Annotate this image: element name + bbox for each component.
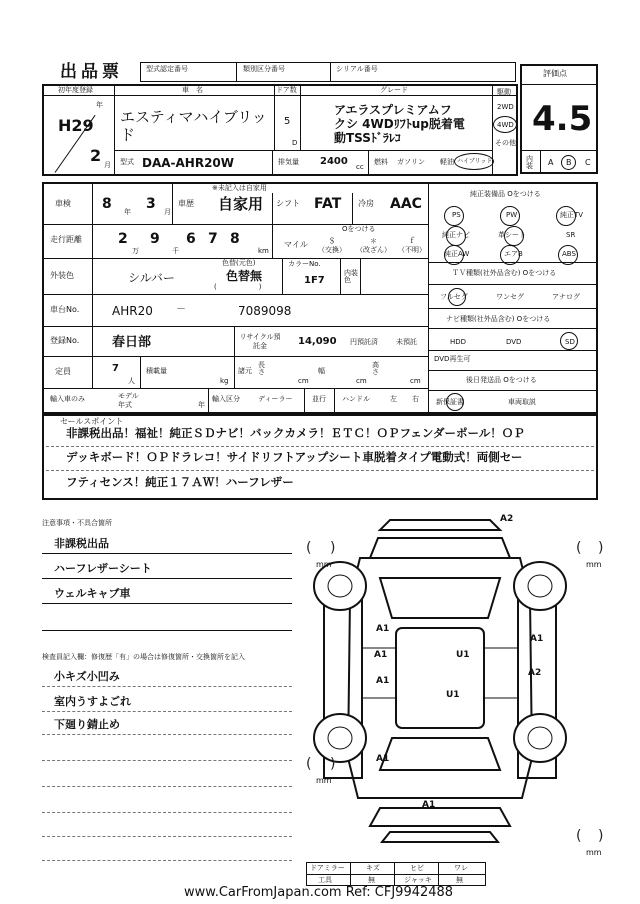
door-count: 5	[284, 116, 291, 127]
fuel-label: 燃料	[374, 158, 388, 166]
month-unit: 月	[104, 161, 111, 169]
navi-hdd: HDD	[450, 338, 467, 346]
mileage-digit-5: 8	[230, 231, 240, 247]
note-item-1: 非課税出品	[54, 537, 109, 550]
mile-label: マイル	[284, 240, 308, 249]
first-reg-era: H29	[58, 116, 94, 135]
mileage-sen: 千	[172, 247, 179, 255]
tv-title: ＴＶ種類(社外品含む) Oをつける	[452, 269, 557, 277]
legend-scratch: キズ	[366, 864, 380, 872]
equip-navi-circle	[446, 226, 466, 246]
equip-airbag-circle	[500, 245, 520, 265]
damage-label-left-a1-3: A1	[376, 676, 390, 686]
height-cm: cm	[410, 377, 421, 385]
mileage-circle-hint: Oをつける	[342, 225, 376, 233]
tire-bracket-fr-open: (	[576, 540, 582, 556]
capacity-label: 定員	[55, 367, 71, 376]
tv-fullseg: フルセグ	[440, 293, 468, 301]
equip-tv-circle	[556, 206, 576, 226]
capacity-unit: 人	[128, 377, 135, 385]
equip-pw-circle	[500, 206, 520, 226]
first-reg-month: 2	[90, 146, 102, 165]
after-manual: 車両取説	[508, 398, 536, 406]
navi-sd-circle	[560, 332, 578, 350]
chassis-prefix: AHR20	[112, 304, 153, 318]
tire-bracket-fr-close: )	[598, 540, 604, 556]
document-title: 出品票	[60, 62, 123, 82]
shift-value: FAT	[314, 196, 342, 212]
history-note: ※未記入は自家用	[212, 184, 267, 192]
cc-unit: cc	[356, 163, 364, 171]
equip-navi: 純正ナビ	[442, 231, 470, 239]
legend-mirror: ドアミラー	[310, 864, 345, 872]
chassis-label: 車台No.	[50, 305, 80, 314]
inspector-item-1: 小キズ小凹み	[54, 670, 120, 683]
tire-bracket-rl-open: (	[306, 756, 312, 772]
car-damage-diagram	[300, 508, 600, 858]
damage-label-right-a2: A2	[528, 668, 542, 678]
color-value: シルバー	[128, 271, 175, 285]
grade-label: 評価点	[543, 69, 567, 78]
inspector-item-3: 下廻り錆止め	[54, 718, 120, 731]
length-label: 長さ	[258, 361, 265, 376]
recycle-label: リサイクル預託金	[239, 333, 281, 350]
tire-mm-rl: mm	[316, 776, 332, 785]
serial-label: シリアル番号	[336, 65, 378, 73]
inspector-label: 検査員記入欄：修復歴「有」の場合は修復箇所・交換箇所を記入	[42, 653, 245, 661]
inspection-nen: 年	[124, 208, 131, 216]
inspector-item-2: 室内うすよごれ	[54, 695, 131, 708]
interior-a: A	[548, 158, 554, 167]
tv-analog: アナログ	[552, 293, 580, 301]
grade-line-2: クシ 4WDﾘﾌﾄup脱着電	[334, 117, 465, 131]
tire-bracket-fl-open: (	[306, 540, 312, 556]
interior-label: 内装	[526, 155, 533, 170]
tire-mm-rr: mm	[586, 848, 602, 857]
interior-b-circle	[561, 155, 576, 170]
year-label: 初年度登録	[58, 86, 93, 94]
height-label: 高さ	[372, 361, 379, 376]
handle-right: 右	[412, 395, 419, 403]
damage-label-left-a1-1: A1	[376, 624, 390, 634]
tire-bracket-rl-close: )	[330, 756, 336, 772]
reg-label: 登録No.	[50, 336, 80, 345]
tire-bracket-rr-open: (	[576, 828, 582, 844]
legend-crack: ヒビ	[410, 864, 424, 872]
mile-option-unknown: ｆ （不明）	[398, 237, 426, 254]
import-type-label: 輸入区分	[212, 395, 240, 403]
equip-abs-circle	[558, 245, 578, 265]
damage-label-right-a1: A1	[530, 634, 544, 644]
damage-label-left-a1-2: A1	[374, 650, 388, 660]
colorno-label: カラーNo.	[288, 260, 321, 268]
drive-2wd: 2WD	[497, 103, 514, 111]
header-info-table	[140, 62, 516, 82]
mile-option-exchange: ＄ （交換）	[318, 237, 346, 254]
import-nen: 年	[198, 401, 205, 409]
katashiki-label: 型式	[120, 158, 134, 166]
handle-left: 左	[390, 395, 397, 403]
ac-label: 冷房	[358, 199, 374, 208]
length-cm: cm	[298, 377, 309, 385]
color-change: 色替無	[226, 269, 263, 283]
damage-label-rear-a1-1: A1	[376, 754, 390, 764]
history-label: 車歴	[178, 199, 194, 208]
drive-4wd-circle	[493, 116, 517, 133]
legend-tools-value: 無	[368, 876, 375, 884]
equip-airbag: エアB	[504, 250, 523, 258]
inspection-tsuki: 月	[164, 208, 171, 216]
tire-bracket-fl-close: )	[330, 540, 336, 556]
selling-line-2: デッキボード！ＯＰドラレコ！サイドリフトアップシート車脱着タイプ電動式！両側セー	[66, 450, 523, 464]
legend-jack-label: ジャッキ	[404, 876, 432, 884]
damage-label-roof-u1-2: U1	[446, 690, 460, 700]
equip-tv: 純正TV	[560, 211, 584, 219]
footer-watermark: www.CarFromJapan.com Ref: CFJ9942488	[184, 885, 454, 900]
navi-title: ナビ種類(社外品含む) Oをつける	[446, 315, 551, 323]
mileage-digit-3: 6	[186, 231, 196, 247]
equip-leather: 革シート	[498, 231, 526, 239]
mileage-digit-1: 2	[118, 231, 128, 247]
color-no: 1F7	[304, 275, 325, 286]
interior-b: B	[566, 158, 572, 167]
after-warranty: 新保証書	[436, 398, 464, 406]
tv-fullseg-circle	[448, 288, 466, 306]
recycle-value: 14,090	[298, 336, 337, 347]
fuel-hybrid: ハイブリッド	[457, 158, 493, 165]
inspection-label: 車検	[55, 199, 71, 208]
chassis-number: 7089098	[238, 304, 292, 318]
equip-pw: PW	[506, 211, 518, 219]
grade-value: 4.5	[532, 99, 593, 139]
after-title: 後日発送品 Oをつける	[466, 376, 537, 384]
model-cert-label: 型式認定番号	[146, 65, 188, 73]
selling-line-1: 非課税出品！福祉！純正ＳＤナビ！バックカメラ！ＥＴＣ！ＯＰフェンダーポール！ＯＰ	[66, 426, 525, 440]
selling-line-3: フティセンス！純正１７ＡＷ！ハーフレザー	[66, 475, 294, 489]
grade-line-3: 動TSSﾄﾞﾗﾚｺ	[334, 131, 401, 145]
interior-color-label: 内装色	[344, 269, 358, 284]
notes-label: 注意事項・不具合箇所	[42, 519, 112, 527]
load-kg: kg	[220, 377, 229, 385]
year-unit: 年	[96, 101, 103, 109]
mileage-digit-2: 9	[150, 231, 160, 247]
mileage-digit-4: 7	[208, 231, 218, 247]
navi-sd: SD	[565, 338, 575, 346]
drive-other: その他	[495, 139, 516, 147]
doors-label: ドア数	[276, 86, 297, 94]
import-parallel: 並行	[312, 395, 326, 403]
legend-jack-value: 無	[456, 876, 463, 884]
displacement-label: 排気量	[278, 158, 299, 166]
mileage-km: km	[258, 247, 269, 255]
navi-dvd: DVD	[506, 338, 522, 346]
tv-oneseg: ワンセグ	[496, 293, 524, 301]
equip-aw: 純正AW	[444, 250, 470, 258]
fuel-gasoline: ガソリン	[397, 158, 425, 166]
inspection-year: 8	[102, 196, 112, 212]
katashiki: DAA-AHR20W	[142, 156, 235, 170]
fuel-diesel: 軽油	[440, 158, 454, 166]
recycle-unpaid: 未預託	[396, 338, 417, 346]
drive-4wd: 4WD	[497, 121, 514, 129]
category-label: 類別区分番号	[243, 65, 285, 73]
mileage-man: 万	[132, 247, 139, 255]
shift-label: シフト	[276, 199, 300, 208]
car-name: エスティマハイブリッド	[120, 108, 267, 144]
color-orig-label: 色替(元色)	[222, 259, 256, 267]
drive-label: 駆動	[497, 88, 511, 96]
fuel-hybrid-circle	[454, 153, 494, 170]
grade-line-1: アエラスプレミアムフ	[334, 103, 452, 117]
carname-label: 車 名	[182, 86, 203, 94]
after-warranty-circle	[446, 393, 464, 411]
equip-sr: SR	[566, 231, 576, 239]
damage-label-roof-u1-1: U1	[456, 650, 470, 660]
mile-option-tampered: ＊ （改ざん）	[356, 237, 391, 254]
equip-aw-circle	[444, 245, 464, 265]
selling-points-label: セールスポイント	[60, 417, 124, 426]
equipment-title: 純正装備品 Oをつける	[470, 190, 541, 198]
note-item-2: ハーフレザーシート	[54, 562, 152, 575]
width-cm: cm	[356, 377, 367, 385]
equip-abs: ABS	[562, 250, 576, 258]
grade-header: グレード	[380, 86, 408, 94]
reg-value: 春日部	[112, 335, 152, 350]
chassis-dash: －	[176, 304, 186, 315]
history-value: 自家用	[218, 195, 264, 213]
inspection-month: 3	[146, 196, 156, 212]
color-label: 外装色	[50, 271, 74, 280]
equip-ps: PS	[452, 211, 461, 219]
capacity-value: 7	[112, 363, 119, 374]
color-paren: ( )	[214, 283, 262, 291]
dims-label: 諸元	[238, 367, 252, 375]
tire-mm-fl: mm	[316, 560, 332, 569]
legend-tools-label: 工具	[318, 876, 332, 884]
ac-value: AAC	[390, 196, 422, 212]
mileage-label: 走行距離	[50, 235, 82, 244]
width-label: 幅	[318, 367, 325, 375]
damage-label-rear-a1-2: A1	[422, 800, 436, 810]
equip-ps-circle	[444, 206, 464, 226]
note-item-3: ウェルキャブ車	[54, 587, 131, 600]
legend-break: ワレ	[454, 864, 468, 872]
load-label: 積載量	[146, 367, 167, 375]
tire-bracket-rr-close: )	[598, 828, 604, 844]
handle-label: ハンドル	[342, 395, 370, 403]
import-dealer: ディーラー	[258, 395, 293, 403]
import-label: 輸入車のみ	[50, 395, 85, 403]
tire-mm-fr: mm	[586, 560, 602, 569]
recycle-paid: 円預託済	[350, 338, 378, 346]
model-year-label: モデル年式	[118, 392, 139, 409]
equip-leather-circle	[504, 226, 524, 246]
dvd-play-label: DVD再生可	[434, 355, 471, 363]
door-unit: D	[292, 139, 298, 147]
damage-label-top-a2: A2	[500, 514, 514, 524]
interior-c: C	[585, 158, 591, 167]
displacement: 2400	[320, 156, 348, 167]
